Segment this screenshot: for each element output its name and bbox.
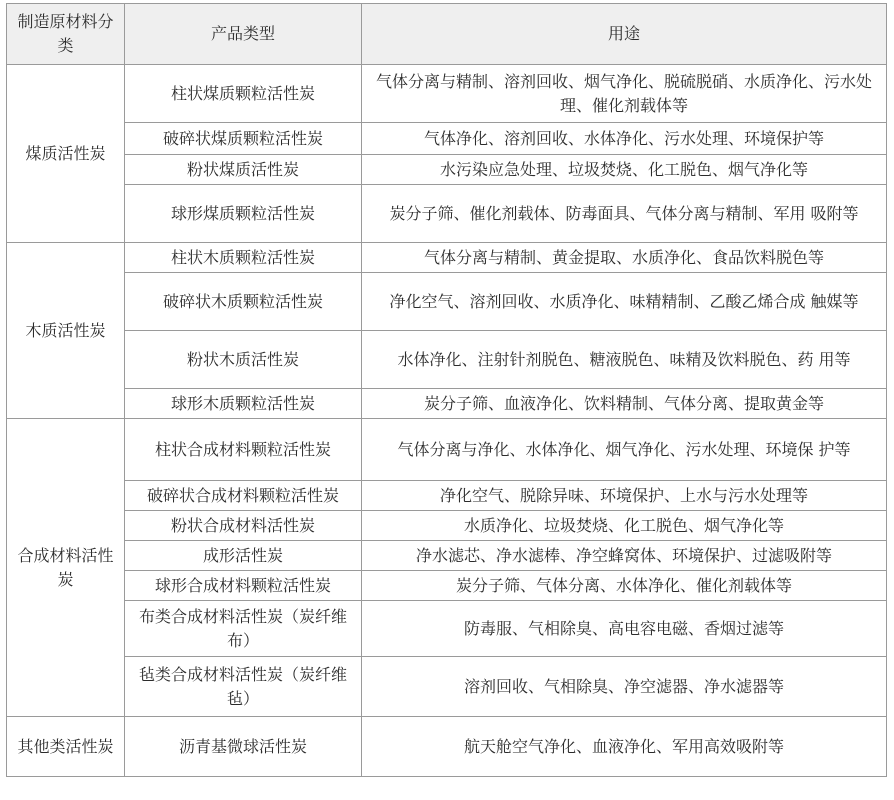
product-type-cell: 柱状合成材料颗粒活性炭 <box>125 419 362 481</box>
header-product-type: 产品类型 <box>125 4 362 65</box>
category-cell: 木质活性炭 <box>7 243 125 419</box>
usage-cell: 气体分离与精制、黄金提取、水质净化、食品饮料脱色等 <box>362 243 887 273</box>
usage-cell: 溶剂回收、气相除臭、净空滤器、净水滤器等 <box>362 657 887 717</box>
usage-cell: 净化空气、脱除异味、环境保护、上水与污水处理等 <box>362 481 887 511</box>
table-row <box>7 273 887 331</box>
product-type-cell: 粉状木质活性炭 <box>125 331 362 389</box>
header-usage: 用途 <box>362 4 887 65</box>
table-row <box>7 65 887 123</box>
usage-cell: 炭分子筛、血液净化、饮料精制、气体分离、提取黄金等 <box>362 389 887 419</box>
table-row <box>7 243 887 273</box>
table-row <box>7 481 887 511</box>
usage-cell: 炭分子筛、气体分离、水体净化、催化剂载体等 <box>362 571 887 601</box>
product-type-cell: 破碎状合成材料颗粒活性炭 <box>125 481 362 511</box>
product-type-cell: 柱状煤质颗粒活性炭 <box>125 65 362 123</box>
category-cell: 合成材料活性炭 <box>7 419 125 717</box>
table-row <box>7 331 887 389</box>
product-type-cell: 球形煤质颗粒活性炭 <box>125 185 362 243</box>
product-type-cell: 布类合成材料活性炭（炭纤维布） <box>125 601 362 657</box>
table-row <box>7 717 887 777</box>
table-row <box>7 389 887 419</box>
usage-cell: 气体净化、溶剂回收、水体净化、污水处理、环境保护等 <box>362 123 887 155</box>
table-row <box>7 601 887 657</box>
usage-cell: 水体净化、注射针剂脱色、糖液脱色、味精及饮料脱色、药 用等 <box>362 331 887 389</box>
product-type-cell: 毡类合成材料活性炭（炭纤维毡） <box>125 657 362 717</box>
header-material-category: 制造原材料分类 <box>7 4 125 65</box>
table-row <box>7 419 887 481</box>
category-cell: 煤质活性炭 <box>7 65 125 243</box>
table-row <box>7 155 887 185</box>
product-type-cell: 成形活性炭 <box>125 541 362 571</box>
usage-cell: 航天舱空气净化、血液净化、军用高效吸附等 <box>362 717 887 777</box>
usage-cell: 气体分离与精制、溶剂回收、烟气净化、脱硫脱硝、水质净化、污水处理、催化剂载体等 <box>362 65 887 123</box>
category-cell: 其他类活性炭 <box>7 717 125 777</box>
usage-cell: 净水滤芯、净水滤棒、净空蜂窝体、环境保护、过滤吸附等 <box>362 541 887 571</box>
usage-cell: 气体分离与净化、水体净化、烟气净化、污水处理、环境保 护等 <box>362 419 887 481</box>
product-type-cell: 破碎状木质颗粒活性炭 <box>125 273 362 331</box>
header-row <box>7 4 887 65</box>
activated-carbon-table <box>6 3 887 777</box>
activated-carbon-table-container <box>6 3 886 777</box>
product-type-cell: 球形木质颗粒活性炭 <box>125 389 362 419</box>
product-type-cell: 粉状煤质活性炭 <box>125 155 362 185</box>
table-row <box>7 123 887 155</box>
usage-cell: 防毒服、气相除臭、高电容电磁、香烟过滤等 <box>362 601 887 657</box>
table-row <box>7 571 887 601</box>
table-row <box>7 541 887 571</box>
table-row <box>7 185 887 243</box>
product-type-cell: 球形合成材料颗粒活性炭 <box>125 571 362 601</box>
usage-cell: 水污染应急处理、垃圾焚烧、化工脱色、烟气净化等 <box>362 155 887 185</box>
usage-cell: 净化空气、溶剂回收、水质净化、味精精制、乙酸乙烯合成 触媒等 <box>362 273 887 331</box>
product-type-cell: 粉状合成材料活性炭 <box>125 511 362 541</box>
usage-cell: 水质净化、垃圾焚烧、化工脱色、烟气净化等 <box>362 511 887 541</box>
table-row <box>7 657 887 717</box>
table-row <box>7 511 887 541</box>
product-type-cell: 破碎状煤质颗粒活性炭 <box>125 123 362 155</box>
product-type-cell: 柱状木质颗粒活性炭 <box>125 243 362 273</box>
usage-cell: 炭分子筛、催化剂载体、防毒面具、气体分离与精制、军用 吸附等 <box>362 185 887 243</box>
product-type-cell: 沥青基微球活性炭 <box>125 717 362 777</box>
